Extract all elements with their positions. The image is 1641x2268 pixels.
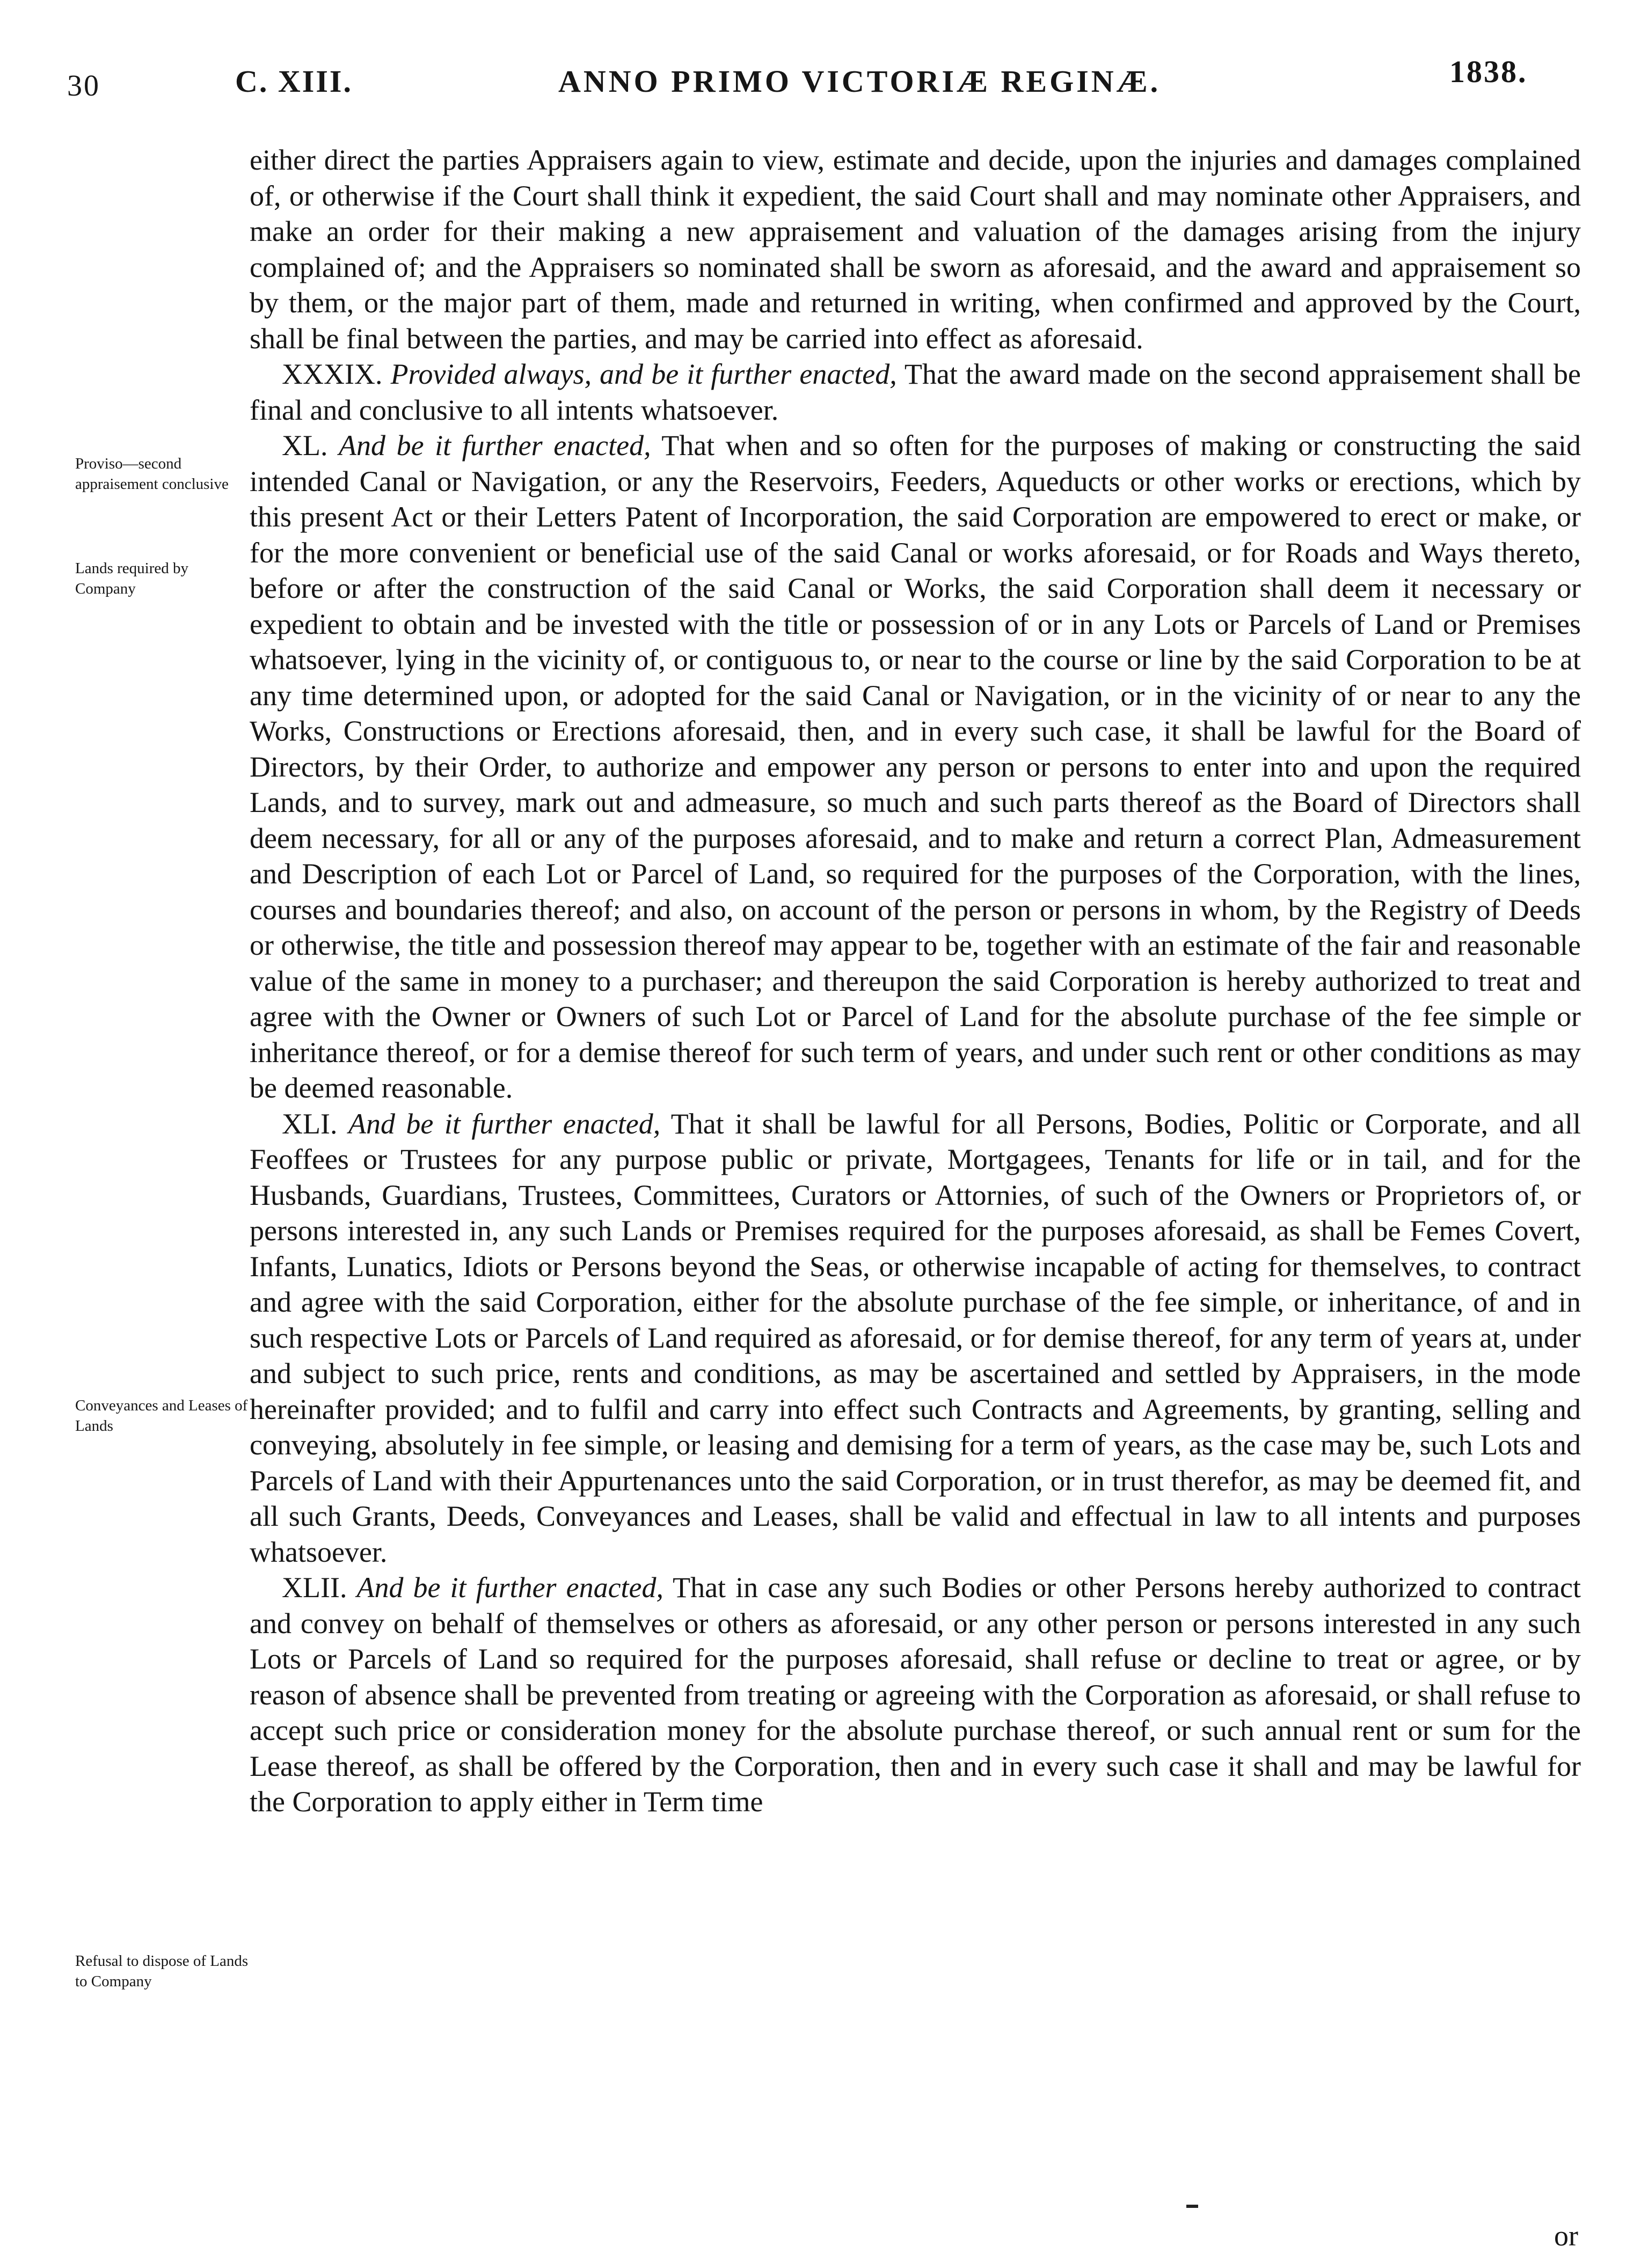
body-text [250,142,1581,1820]
enacting-clause: And be it further enacted, [348,1107,661,1140]
side-note: Lands required by Company [75,560,188,597]
running-title: ANNO PRIMO VICTORIÆ REGINÆ. [558,64,1161,99]
section-number: XLI. [282,1107,338,1140]
page-number: 30 [67,69,100,103]
enacting-clause: And be it further enacted, [339,429,651,462]
section-40 [250,428,1581,1106]
section-42 [250,1570,1581,1820]
year: 1838. [1449,54,1528,89]
chapter-number: C. XIII. [235,64,353,99]
paragraph [250,142,1581,356]
printer-mark [1186,2205,1198,2208]
section-number: XLII. [282,1571,347,1604]
enacting-clause: Provided always, and be it further enacted, [390,358,897,390]
side-note: Conveyances and Leases of Lands [75,1397,248,1435]
section-text: That when and so often for the purposes of making or constructing the said intended Canal or Navigation, or any the Reservoirs, Feeders, Aqueducts or other works or erections, which by this present Act or their Letters Patent of Incorporation, the said Corporation are empowered to erect or make, or for the more convenient or beneficial use of the said Canal or works aforesaid, or for Roads and Ways thereto, before or after the construction of the said Canal or Works, the said Corporation shall deem it necessary or expedient to obtain and be invested with the title or possession of or in any Lots or Parcels of Land or Premises whatsoever, lying in the vicinity of, or contiguous to, or near to the course or line by the said Corporation to be at any time determined upon, or adopted for the said Canal or Navigation, or in the vicinity of or near to any the Works, Constructions or Erections aforesaid, then, and in every such case, it shall be lawful for the Board of Directors, by their Order, to authorize and empower any person or persons to enter into and upon the required Lands, and to survey, mark out and admeasure, so much and such parts thereof as the Board of Directors shall deem necessary, for all or any of the purposes aforesaid, and to make and return a correct Plan, Admeasurement and Description of each Lot or Parcel of Land, so required for the purposes of the Corporation, with the lines, courses and boundaries thereof; and also, on account of the person or persons in whom, by the Registry of Deeds or otherwise, the title and possession thereof may appear to be, together with an estimate of the fair and reasonable value of the same in money to a purchaser; and thereupon the said Corporation is hereby authorized to treat and agree with the Owner or Owners of such Lot or Parcel of Land for the absolute purchase of the fee simple or inheritance thereof, or for a demise thereof for such term of years, and under such rent or other conditions as may be deemed reasonable. [250,429,1581,1104]
section-number: XL. [282,429,328,462]
catchword: or [1554,2220,1578,2252]
section-39 [250,356,1581,428]
section-text: That it shall be lawful for all Persons, Bodies, Politic or Corporate, and all Feoffees or Trustees for any purpose public or private, Mortgagees, Tenants for life or in tail, and for the Husbands, Guardians, Trustees, Committees, Curators or Attornies, of such of the Owners or Proprietors of, or persons interested in, any such Lands or Premises required for the purposes aforesaid, as shall be Femes Covert, Infants, Lunatics, Idiots or Persons beyond the Seas, or otherwise incapable of acting for themselves, to contract and agree with the said Corporation, either for the absolute purchase of the fee simple, or inheritance, of and in such respective Lots or Parcels of Land required as aforesaid, or for demise thereof, for any term of years at, under and subject to such price, rents and conditions, as may be ascertained and settled by Appraisers, in the mode hereinafter provided; and to fulfil and carry into effect such Contracts and Agreements, by granting, selling and conveying, absolutely in fee simple, or leasing and demising for a term of years, as the case may be, such Lots and Parcels of Land with their Appurtenances unto the said Corporation, or in trust therefor, as may be deemed fit, and all such Grants, Deeds, Conveyances and Leases, shall be valid and effectual in law to all intents and purposes whatsoever. [250,1107,1581,1568]
section-text: That in case any such Bodies or other Persons hereby authorized to contract and convey on behalf of themselves or others as aforesaid, or any other person or persons interested in any such Lots or Parcels of Land so required for the purposes aforesaid, shall refuse or decline to treat or agree, or by reason of absence shall be prevented from treating or agreeing with the Corporation as aforesaid, or shall refuse to accept such price or consideration money for the absolute purchase thereof, or such annual rent or sum for the Lease thereof, as shall be offered by the Corporation, then and in every such case it shall and may be lawful for the Corporation to apply either in Term time [250,1571,1581,1818]
side-note: Refusal to dispose of Lands to Company [75,1952,249,1990]
section-number: XXXIX. [282,358,383,390]
paragraph-text: either direct the parties Appraisers again to view, estimate and decide, upon the injuries and damages complained of, or otherwise if the Court shall think it expedient, the said Court shall and may nominate other Appraisers, and make an order for their making a new appraisement and valuation of the damages arising from the injury complained of; and the Appraisers so nominated shall be sworn as aforesaid, and the award and appraisement so by them, or the major part of them, made and returned in writing, when confirmed and approved by the Court, shall be final between the parties, and may be carried into effect as aforesaid. [250,144,1581,355]
side-note: Proviso—second appraisement conclusive [75,455,229,493]
section-41 [250,1106,1581,1570]
section-text: That the award made on the second appraisement shall be final and conclusive to all intents whatsoever. [250,358,1581,426]
enacting-clause: And be it further enacted, [356,1571,664,1604]
